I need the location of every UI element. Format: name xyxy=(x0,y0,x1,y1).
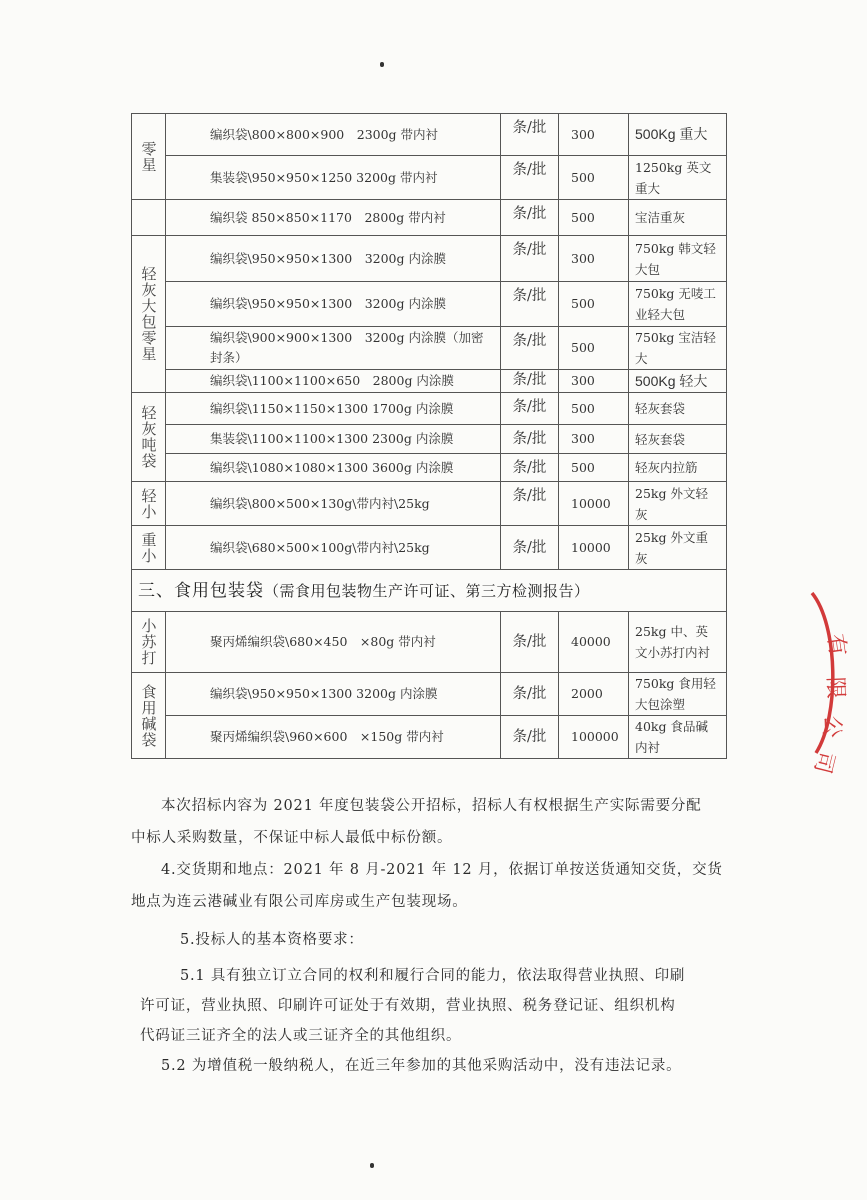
item-note: 500Kg 重大 xyxy=(629,114,727,156)
paragraph-qualification-5-1-line3: 代码证三证齐全的法人或三证齐全的其他组织。 xyxy=(140,1028,462,1044)
item-unit: 条/批 xyxy=(501,236,559,282)
item-note: 25kg 外文轻灰 xyxy=(629,482,727,526)
item-quantity: 10000 xyxy=(559,482,629,526)
item-description: 编织袋 850×850×1170 2800g 带内衬 xyxy=(166,200,501,236)
item-note: 宝洁重灰 xyxy=(629,200,727,236)
scan-mark-bottom xyxy=(370,1163,374,1168)
scan-mark-top xyxy=(380,62,384,67)
item-note: 25kg 外文重灰 xyxy=(629,526,727,570)
item-quantity: 500 xyxy=(559,327,629,370)
table-row xyxy=(132,200,727,236)
item-quantity: 500 xyxy=(559,454,629,482)
packaging-bag-table xyxy=(131,113,727,759)
group-label: 零星 xyxy=(132,114,166,200)
item-quantity: 300 xyxy=(559,370,629,393)
section-title-note: （需食用包装物生产许可证、第三方检测报告） xyxy=(264,581,590,600)
item-description: 集装袋\950×950×1250 3200g 带内衬 xyxy=(166,156,501,200)
seal-glyph-1: 有 xyxy=(822,632,850,658)
item-description: 编织袋\800×500×130g\带内衬\25kg xyxy=(166,482,501,526)
item-quantity: 2000 xyxy=(559,673,629,716)
group-label: 小苏打 xyxy=(132,612,166,673)
item-quantity: 100000 xyxy=(559,716,629,759)
item-description: 编织袋\1100×1100×650 2800g 内涂膜 xyxy=(166,370,501,393)
company-seal-fragment xyxy=(798,585,850,776)
item-unit: 条/批 xyxy=(501,716,559,759)
item-note: 轻灰内拉筋 xyxy=(629,454,727,482)
item-description: 编织袋\680×500×100g\带内衬\25kg xyxy=(166,526,501,570)
table-row xyxy=(132,114,727,156)
item-note: 40kg 食品碱内衬 xyxy=(629,716,727,759)
group-label: 食用碱袋 xyxy=(132,673,166,759)
item-description: 聚丙烯编织袋\680×450 ×80g 带内衬 xyxy=(166,612,501,673)
item-note: 750kg 食用轻大包涂塑 xyxy=(629,673,727,716)
table-row xyxy=(132,482,727,526)
seal-glyph-3: 公 xyxy=(817,714,845,739)
table-row xyxy=(132,454,727,482)
group-label: 轻小 xyxy=(132,482,166,526)
item-note: 轻灰套袋 xyxy=(629,393,727,425)
item-quantity: 10000 xyxy=(559,526,629,570)
item-description: 编织袋\950×950×1300 3200g 内涂膜 xyxy=(166,236,501,282)
item-note: 25kg 中、英文小苏打内衬 xyxy=(629,612,727,673)
item-description: 集装袋\1100×1100×1300 2300g 内涂膜 xyxy=(166,425,501,454)
seal-glyph-4: 司 xyxy=(808,748,839,776)
item-note: 500Kg 轻大 xyxy=(629,370,727,393)
group-label: 轻灰吨袋 xyxy=(132,393,166,482)
group-label xyxy=(132,200,166,236)
item-note: 750kg 宝洁轻大 xyxy=(629,327,727,370)
item-unit: 条/批 xyxy=(501,370,559,393)
item-quantity: 500 xyxy=(559,282,629,327)
item-unit: 条/批 xyxy=(501,282,559,327)
item-unit: 条/批 xyxy=(501,673,559,716)
item-note: 轻灰套袋 xyxy=(629,425,727,454)
item-description: 编织袋\950×950×1300 3200g 内涂膜 xyxy=(166,282,501,327)
section-title-main: 三、食用包装袋 xyxy=(138,580,264,601)
table-row xyxy=(132,716,727,759)
table-row xyxy=(132,370,727,393)
item-quantity: 500 xyxy=(559,393,629,425)
item-unit: 条/批 xyxy=(501,156,559,200)
seal-glyph-2: 限 xyxy=(822,676,848,700)
item-quantity: 500 xyxy=(559,200,629,236)
item-quantity: 300 xyxy=(559,236,629,282)
paragraph-tender-scope-line1: 本次招标内容为 2021 年度包装袋公开招标，招标人有权根据生产实际需要分配 xyxy=(161,798,702,814)
item-unit: 条/批 xyxy=(501,114,559,156)
paragraph-qualification-heading: 5.投标人的基本资格要求： xyxy=(180,932,364,948)
item-unit: 条/批 xyxy=(501,482,559,526)
item-unit: 条/批 xyxy=(501,526,559,570)
paragraph-tender-scope-line2: 中标人采购数量，不保证中标人最低中标份额。 xyxy=(131,830,453,846)
table-row xyxy=(132,156,727,200)
paragraph-qualification-5-2: 5.2 为增值税一般纳税人，在近三年参加的其他采购活动中，没有违法记录。 xyxy=(161,1058,682,1074)
group-label: 重小 xyxy=(132,526,166,570)
item-quantity: 300 xyxy=(559,425,629,454)
table-row xyxy=(132,612,727,673)
paragraph-qualification-5-1-line1: 5.1 具有独立订立合同的权利和履行合同的能力，依法取得营业执照、印刷 xyxy=(180,968,686,984)
table-row xyxy=(132,393,727,425)
item-quantity: 500 xyxy=(559,156,629,200)
item-unit: 条/批 xyxy=(501,393,559,425)
item-description: 编织袋\900×900×1300 3200g 内涂膜（加密封条） xyxy=(166,327,501,370)
item-unit: 条/批 xyxy=(501,454,559,482)
paragraph-delivery-line2: 地点为连云港碱业有限公司库房或生产包装现场。 xyxy=(131,894,468,910)
table-row xyxy=(132,526,727,570)
item-unit: 条/批 xyxy=(501,200,559,236)
item-description: 编织袋\950×950×1300 3200g 内涂膜 xyxy=(166,673,501,716)
item-note: 750kg 韩文轻大包 xyxy=(629,236,727,282)
item-quantity: 40000 xyxy=(559,612,629,673)
item-note: 1250kg 英文重大 xyxy=(629,156,727,200)
item-unit: 条/批 xyxy=(501,612,559,673)
table-row xyxy=(132,236,727,282)
paragraph-qualification-5-1-line2: 许可证，营业执照、印刷许可证处于有效期，营业执照、税务登记证、组织机构 xyxy=(140,998,676,1014)
table-row xyxy=(132,425,727,454)
item-note: 750kg 无唛工业轻大包 xyxy=(629,282,727,327)
table-row xyxy=(132,327,727,370)
table-row xyxy=(132,673,727,716)
item-description: 聚丙烯编织袋\960×600 ×150g 带内衬 xyxy=(166,716,501,759)
section-title xyxy=(132,570,727,612)
item-description: 编织袋\800×800×900 2300g 带内衬 xyxy=(166,114,501,156)
item-description: 编织袋\1150×1150×1300 1700g 内涂膜 xyxy=(166,393,501,425)
paragraph-delivery-line1: 4.交货期和地点：2021 年 8 月-2021 年 12 月，依据订单按送货通知交货，交货 xyxy=(161,862,723,878)
table-row xyxy=(132,282,727,327)
item-quantity: 300 xyxy=(559,114,629,156)
item-unit: 条/批 xyxy=(501,425,559,454)
item-unit: 条/批 xyxy=(501,327,559,370)
group-label: 轻灰大包零星 xyxy=(132,236,166,393)
item-description: 编织袋\1080×1080×1300 3600g 内涂膜 xyxy=(166,454,501,482)
section-header-row xyxy=(132,570,727,612)
